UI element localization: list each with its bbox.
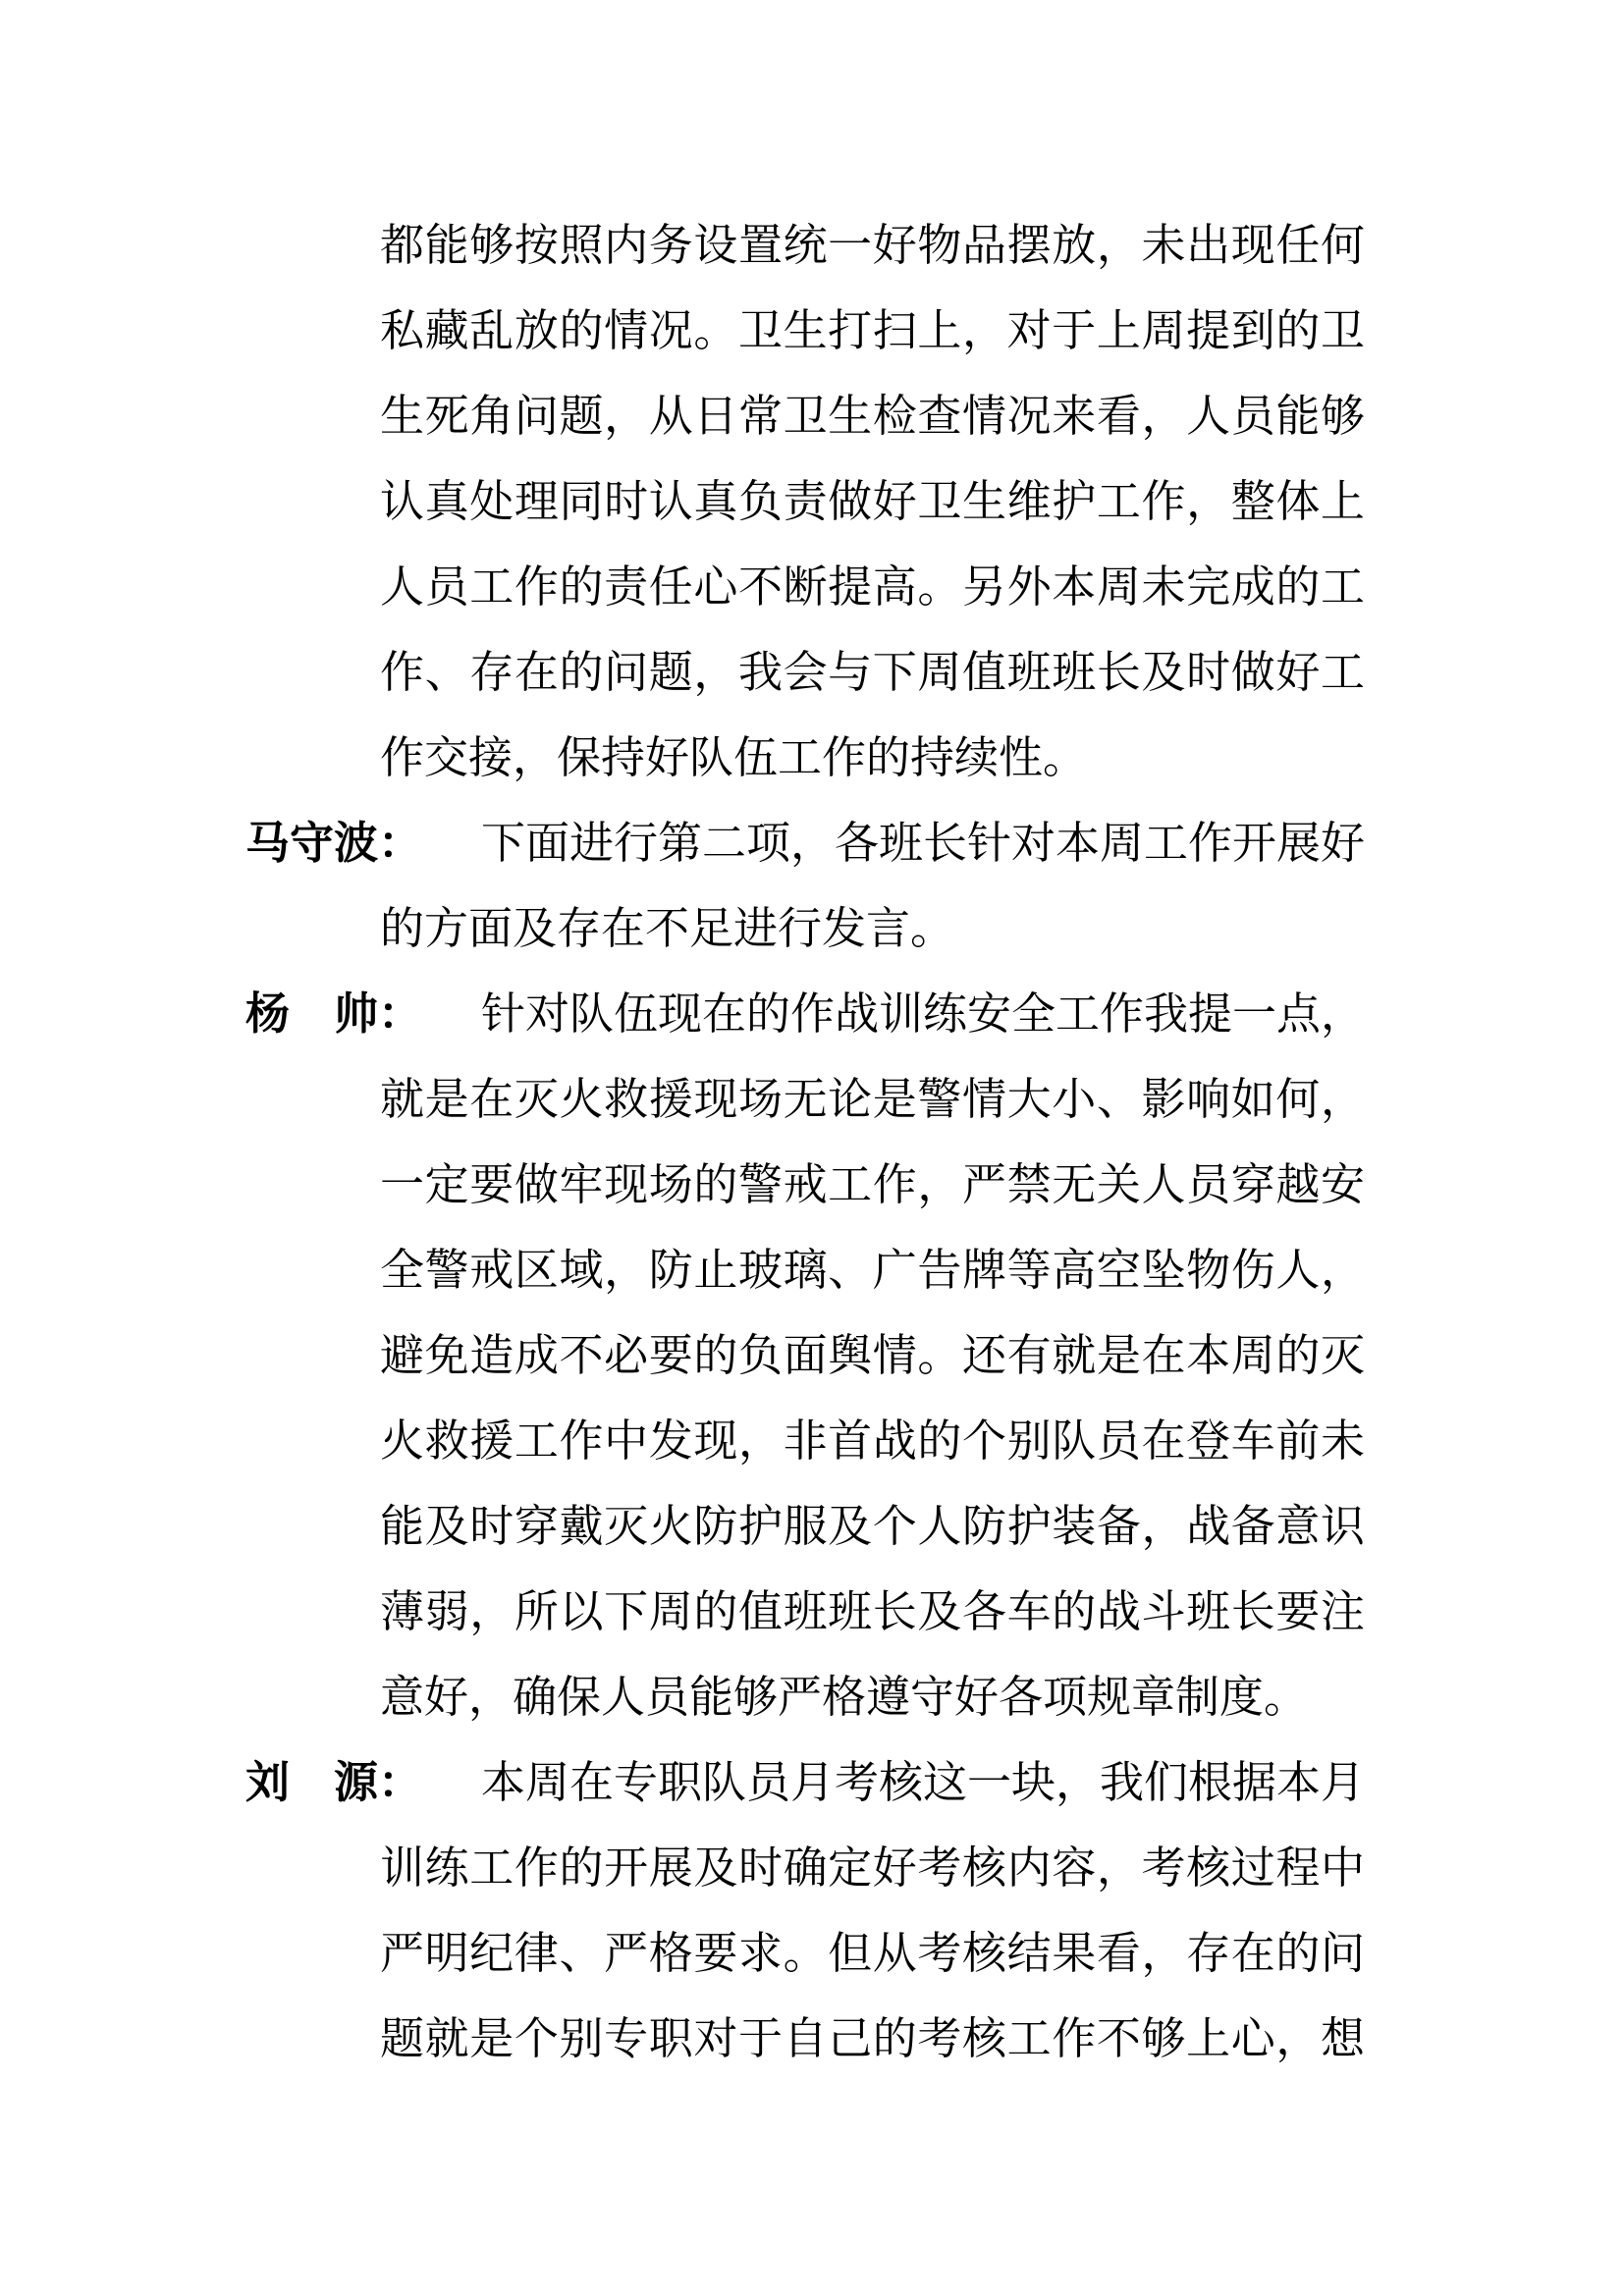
text-line: 下面进行第二项，各班长针对本周工作开展好 (481, 817, 1366, 869)
text-line: 人员工作的责任心不断提高。另外本周未完成的工 (380, 561, 1365, 613)
speaker-name: 刘 源： (245, 1756, 423, 1808)
text-line: 作、存在的问题，我会与下周值班班长及时做好工 (380, 646, 1365, 698)
text-line: 薄弱，所以下周的值班班长及各车的战斗班长要注 (380, 1585, 1365, 1637)
text-line: 的方面及存在不足进行发言。 (380, 902, 955, 954)
speech-paragraph (245, 1739, 1365, 2081)
text-line: 生死角问题，从日常卫生检查情况来看，人员能够 (380, 390, 1365, 442)
text-line: 避免造成不必要的负面舆情。还有就是在本周的灭 (380, 1329, 1365, 1381)
text-line: 火救援工作中发现，非首战的个别队员在登车前未 (380, 1415, 1365, 1467)
text-line: 就是在灭火救援现场无论是警情大小、影响如何， (380, 1073, 1365, 1125)
text-line: 能及时穿戴灭火防护服及个人防护装备，战备意识 (380, 1500, 1365, 1552)
text-line: 训练工作的开展及时确定好考核内容，考核过程中 (380, 1842, 1365, 1894)
text-line: 严明纪律、严格要求。但从考核结果看，存在的问 (380, 1927, 1365, 1979)
speaker-name: 马守波： (245, 817, 423, 869)
text-line: 题就是个别专职对于自己的考核工作不够上心，想 (380, 2012, 1365, 2064)
document-content (245, 202, 1365, 2081)
text-line: 一定要做牢现场的警戒工作，严禁无关人员穿越安 (380, 1158, 1365, 1210)
text-line: 全警戒区域，防止玻璃、广告牌等高空坠物伤人， (380, 1244, 1365, 1296)
speech-paragraph (245, 971, 1365, 1739)
text-line: 作交接，保持好队伍工作的持续性。 (380, 731, 1088, 783)
body-paragraph (245, 202, 1365, 800)
text-line: 针对队伍现在的作战训练安全工作我提一点， (481, 988, 1366, 1040)
text-line: 意好，确保人员能够严格遵守好各项规章制度。 (380, 1671, 1309, 1723)
text-line: 都能够按照内务设置统一好物品摆放，未出现任何 (380, 219, 1365, 271)
speaker-name: 杨 帅： (245, 988, 423, 1040)
text-line: 私藏乱放的情况。卫生打扫上，对于上周提到的卫 (380, 304, 1365, 356)
text-line: 认真处理同时认真负责做好卫生维护工作，整体上 (380, 475, 1365, 527)
speech-paragraph (245, 800, 1365, 971)
text-line: 本周在专职队员月考核这一块，我们根据本月 (481, 1756, 1366, 1808)
